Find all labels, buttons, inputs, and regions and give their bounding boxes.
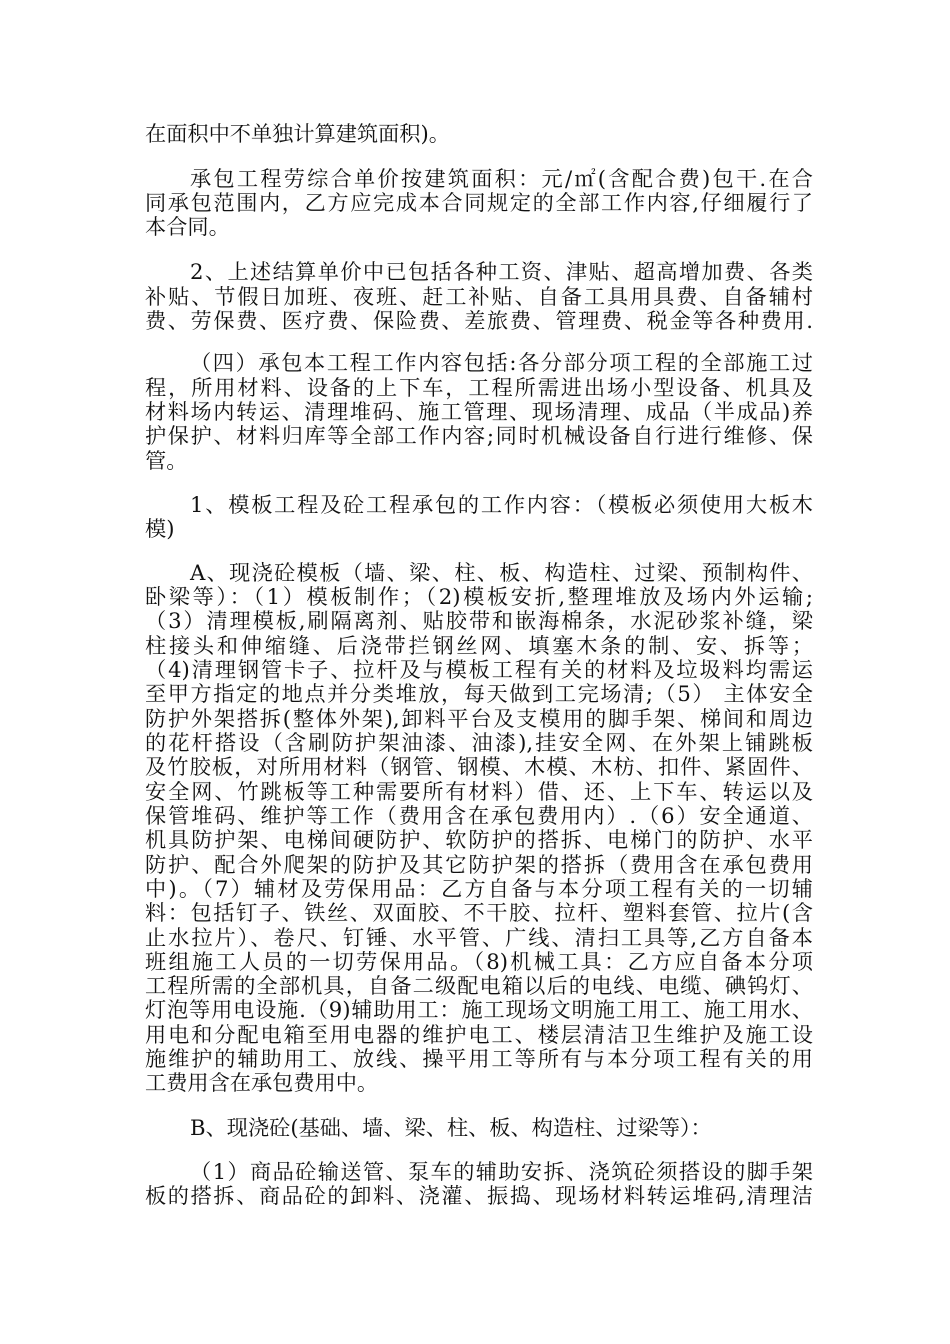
text-line: 防护、配合外爬架的防护及其它防护架的搭拆（费用含在承包费用 [145,852,813,877]
text-line: （3）清理模板,刷隔离剂、贴胶带和嵌海棉条，水泥砂浆补缝，梁 [145,608,813,633]
text-line: B、现浇砼(基础、墙、梁、柱、板、构造柱、过梁等）： [190,1115,712,1140]
text-line: 班组施工人员的一切劳保用品。（8)机械工具：乙方应自备本分项 [145,949,813,974]
text-line: 的花杆搭设（含刷防护架油漆、油漆),挂安全网、在外架上铺跳板 [145,730,813,755]
text-line: 护保护、材料归库等全部工作内容;同时机械设备自行进行维修、保 [145,423,813,448]
text-line: （四）承包本工程工作内容包括:各分部分项工程的全部施工过 [190,350,813,375]
text-line: 管。 [145,448,188,473]
text-line: 止水拉片）、卷尺、钉锤、水平管、广线、清扫工具等,乙方自备本 [145,925,813,950]
text-line: 用电和分配电箱至用电器的维护电工、楼层清洁卫生维护及施工设 [145,1022,813,1047]
text-line: 1、模板工程及砼工程承包的工作内容：（模板必须使用大板木 [190,492,813,517]
text-line: （1）商品砼输送管、泵车的辅助安拆、浇筑砼须搭设的脚手架 [190,1159,813,1184]
text-line: 中)。（7）辅材及劳保用品：乙方自备与本分项工程有关的一切辅 [145,876,813,901]
text-line: A、现浇砼模板（墙、梁、柱、板、构造柱、过梁、预制构件、 [190,560,813,585]
text-line: 本合同。 [145,214,230,239]
text-line: 承包工程劳综合单价按建筑面积：元/㎡(含配合费)包干.在合 [190,166,813,191]
text-line: 材料场内转运、清理堆码、施工管理、现场清理、成品（半成品)养 [145,399,813,424]
text-line: 机具防护架、电梯间硬防护、软防护的搭拆、电梯门的防护、水平 [145,827,813,852]
text-line: 同承包范围内，乙方应完成本合同规定的全部工作内容,仔细履行了 [145,190,813,215]
text-line: 保管堆码、维护等工作（费用含在承包费用内）.（6）安全通道、 [145,803,813,828]
text-line: 工程所需的全部机具，自备二级配电箱以后的电线、电缆、碘钨灯、 [145,973,813,998]
text-line: 及竹胶板，对所用材料（钢管、钢模、木模、木枋、扣件、紧固件、 [145,754,813,779]
text-line: 施维护的辅助用工、放线、操平用工等所有与本分项工程有关的用 [145,1046,813,1071]
text-line: 灯泡等用电设施.（9)辅助用工：施工现场文明施工用工、施工用水、 [145,997,813,1022]
text-line: 工费用含在承包费用中。 [145,1070,379,1095]
text-line: 柱接头和伸缩缝、后浇带拦钢丝网、填塞木条的制、安、拆等； [145,633,813,658]
text-line: 卧梁等）：（1）模板制作；（2)模板安折,整理堆放及场内外运输; [145,584,813,609]
text-line: （4)清理钢管卡子、拉杆及与模板工程有关的材料及垃圾料均需运 [145,657,813,682]
text-line: 补贴、节假日加班、夜班、赶工补贴、自备工具用具费、自备辅村 [145,284,813,309]
text-line: 料：包括钉子、铁丝、双面胶、不干胶、拉杆、塑料套管、拉片(含 [145,900,813,925]
text-line: 2、上述结算单价中已包括各种工资、津贴、超高增加费、各类 [190,259,813,284]
text-line: 防护外架搭拆(整体外架),卸料平台及支模用的脚手架、梯间和周边 [145,706,813,731]
text-line: 在面积中不单独计算建筑面积)。 [145,121,450,146]
text-line: 安全网、竹跳板等工种需要所有材料）借、还、上下车、转运以及 [145,779,813,804]
text-line: 至甲方指定的地点并分类堆放，每天做到工完场清;（5） 主体安全 [145,681,813,706]
text-line: 板的搭拆、商品砼的卸料、浇灌、振捣、现场材料转运堆码,清理洁 [145,1183,813,1208]
text-line: 费、劳保费、医疗费、保险费、差旅费、管理费、税金等各种费用. [145,308,813,333]
text-line: 模) [145,516,175,541]
text-line: 程，所用材料、设备的上下车，工程所需进出场小型设备、机具及 [145,375,813,400]
